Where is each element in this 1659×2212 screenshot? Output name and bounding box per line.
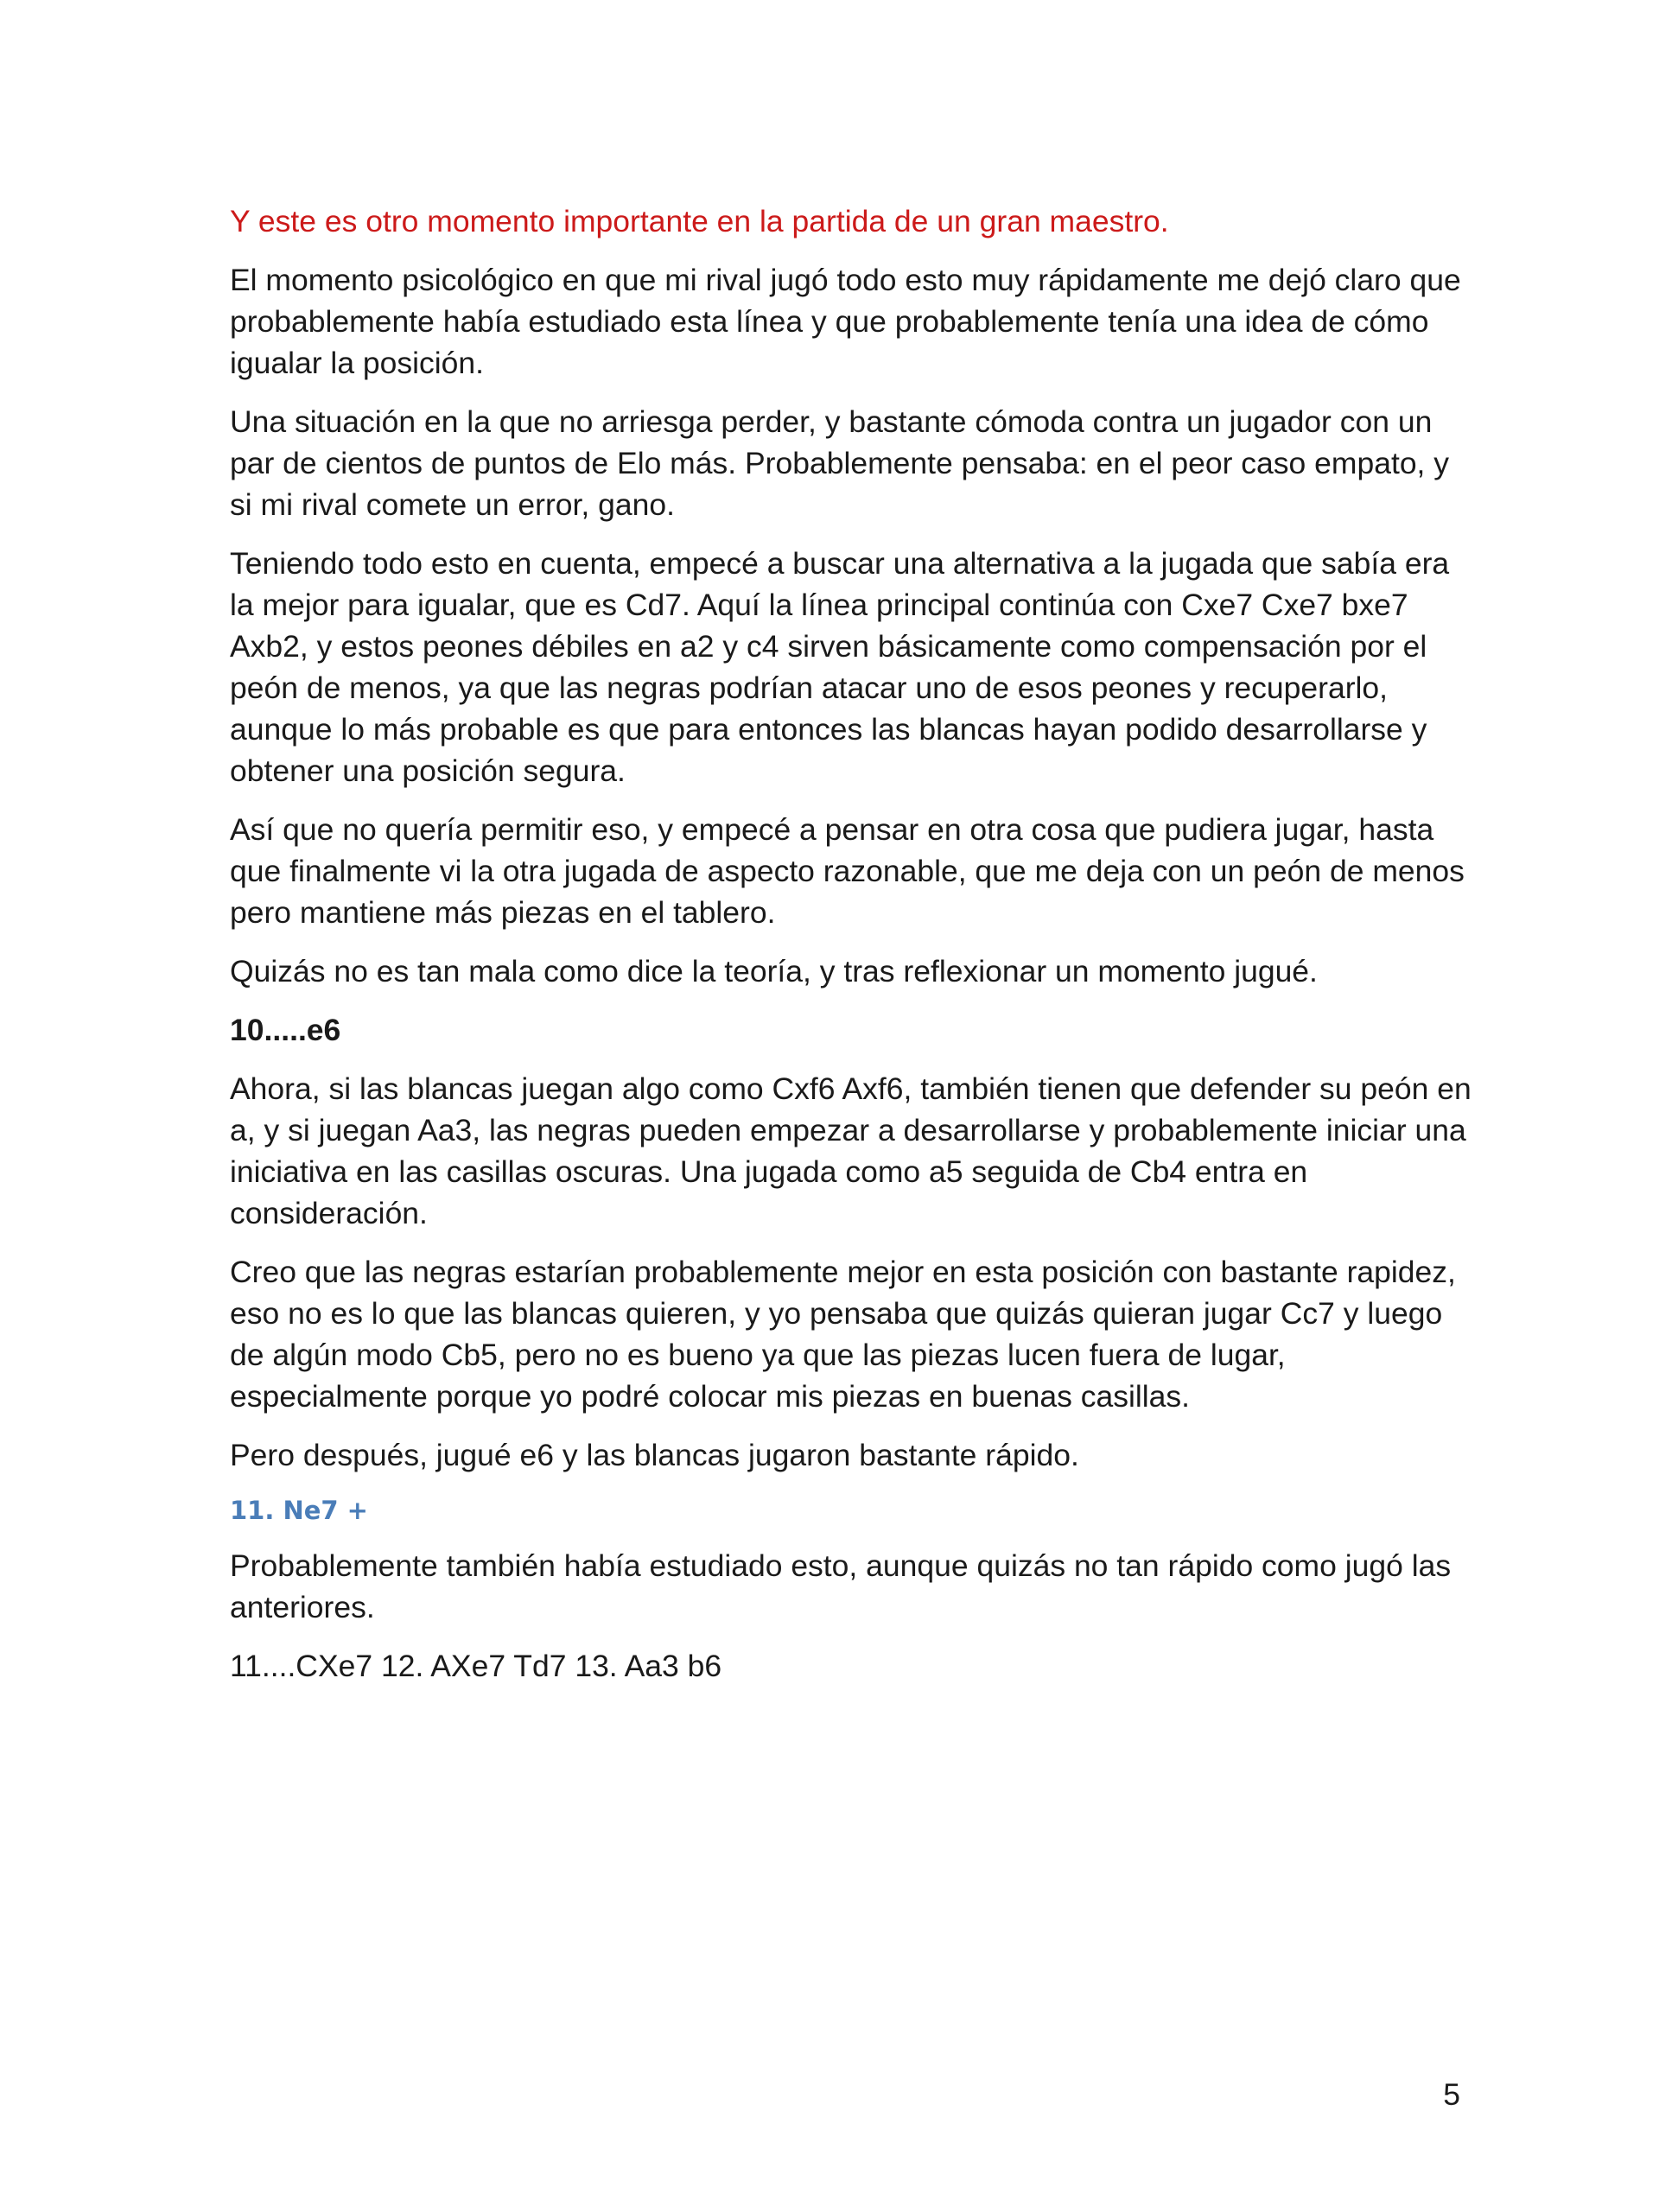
page-number: 5 (1443, 2077, 1460, 2112)
body-paragraph: Creo que las negras estarían probablemente mejor en esta posición con bastante rapidez, eso no es lo que las blancas quieren, y yo pensaba que quizás quieran jugar Cc7 y luego de algún modo Cb5, pero no es bueno ya que las piezas lucen fuera de lugar, especialmente porque yo podré colocar mis piezas en buenas casillas. (230, 1255, 1456, 1414)
body-paragraph: El momento psicológico en que mi rival jugó todo esto muy rápidamente me dejó claro que probablemente había estudiado esta línea y que probablemente tenía una idea de cómo igualar la posición. (230, 263, 1461, 380)
document-body (230, 200, 1474, 1704)
moves-line: 11....CXe7 12. AXe7 Td7 13. Aa3 b6 (230, 1649, 722, 1683)
body-paragraph: Una situación en la que no arriesga perder, y bastante cómoda contra un jugador con un par de cientos de puntos de Elo más. Probablemente pensaba: en el peor caso empato, y si mi rival comete un error, gano. (230, 404, 1450, 522)
body-paragraph: Quizás no es tan mala como dice la teoría, y tras reflexionar un momento jugué. (230, 954, 1318, 988)
body-paragraph: Así que no quería permitir eso, y empecé a pensar en otra cosa que pudiera jugar, hasta que finalmente vi la otra jugada de aspecto razonable, que me deja con un peón de menos pero mantiene más piezas en el tablero. (230, 812, 1465, 930)
body-paragraph: Ahora, si las blancas juegan algo como Cxf6 Axf6, también tienen que defender su peón en a, y si juegan Aa3, las negras pueden empezar a desarrollarse y probablemente iniciar una iniciativa en las casillas oscuras. Una jugada como a5 seguida de Cb4 entra en consideración. (230, 1071, 1471, 1230)
body-paragraph: Probablemente también había estudiado esto, aunque quizás no tan rápido como jugó las anteriores. (230, 1548, 1452, 1624)
body-paragraph: Teniendo todo esto en cuenta, empecé a buscar una alternativa a la jugada que sabía era la mejor para igualar, que es Cd7. Aquí la línea principal continúa con Cxe7 Cxe7 bxe7 Axb2, y estos peones débiles en a2 y c4 sirven básicamente como compensación por el peón de menos, ya que las negras podrían atacar uno de esos peones y recuperarlo, aunque lo más probable es que para entonces las blancas hayan podido desarrollarse y obtener una posición segura. (230, 546, 1450, 788)
move-heading: 11. Ne7 + (230, 1496, 368, 1525)
move-notation-bold: 10.....e6 (230, 1013, 341, 1047)
body-paragraph: Pero después, jugué e6 y las blancas jugaron bastante rápido. (230, 1438, 1079, 1472)
intro-paragraph: Y este es otro momento importante en la partida de un gran maestro. (230, 204, 1169, 238)
